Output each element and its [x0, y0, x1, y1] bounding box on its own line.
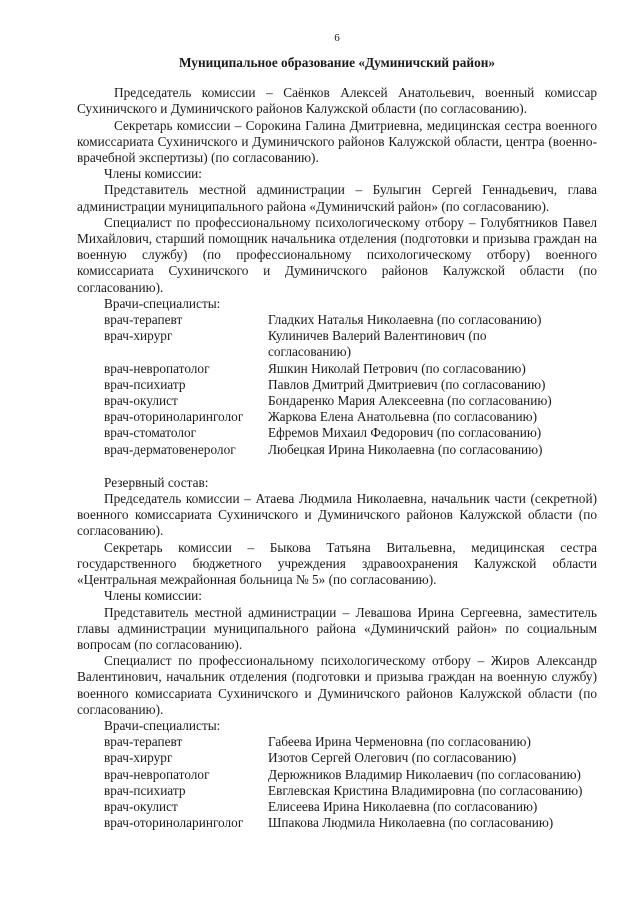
doctor-row [77, 767, 597, 783]
doctor-row [77, 734, 597, 750]
doctor-role: врач-невропатолог [104, 766, 210, 782]
doctor-name: Яшкин Николай Петрович (по согласованию) [268, 360, 526, 376]
doctor-name: Дерюжников Владимир Николаевич (по согласованию) [268, 766, 581, 782]
main-secretary: Секретарь комиссии – Сорокина Галина Дмитриевна, медицинская сестра военного комиссариата Сухиничского и Думиничского районов Калужской области, центра (военно-врачебной экспертизы) (по согласованию). [77, 117, 597, 166]
doctor-name: Павлов Дмитрий Дмитриевич (по согласованию) [268, 376, 546, 392]
doctor-row [77, 361, 597, 377]
section-gap [77, 458, 597, 475]
doctor-row [77, 442, 597, 458]
doctor-name: Жаркова Елена Анатольевна (по согласованию) [268, 409, 538, 425]
reserve-members-label: Члены комиссии: [104, 588, 202, 604]
doctor-role: врач-психиатр [104, 376, 186, 392]
reserve-label: Резервный состав: [104, 474, 209, 490]
doctor-role: врач-оториноларинголог [104, 409, 244, 425]
doctor-name: Шпакова Людмила Николаевна (по согласованию) [268, 815, 554, 831]
doctor-name: Елисеева Ирина Николаевна (по согласованию) [268, 798, 538, 814]
reserve-psych-specialist: Специалист по профессиональному психологическому отбору – Жиров Александр Валентинович, начальник отделения (подготовки и призыва граждан на военную службу) военного комиссариата Сухиничского и Думиничского районов Калужской области (по согласованию). [77, 653, 597, 717]
doctor-row [77, 750, 597, 766]
doctor-name: Гладких Наталья Николаевна (по согласованию) [268, 312, 542, 328]
doctor-name: Любецкая Ирина Николаевна (по согласованию) [268, 441, 543, 457]
main-psych-specialist: Специалист по профессиональному психологическому отбору – Голубятников Павел Михайлович, старший помощник начальника отделения (подготовки и призыва граждан на военную службу) (по профессиональному психологическому отбору) военного комиссариата Сухиничского и Думиничского районов Калужской области (по согласованию). [77, 214, 597, 295]
doctor-name: Изотов Сергей Олегович (по согласованию) [268, 750, 517, 766]
doctor-role: врач-хирург [104, 328, 173, 344]
doctor-role: врач-стоматолог [104, 425, 197, 441]
doctor-role: врач-окулист [104, 798, 178, 814]
reserve-admin-representative: Представитель местной администрации – Левашова Ирина Сергеевна, заместитель главы администрации муниципального района «Думиничский район» по социальным вопросам (по согласованию). [77, 604, 597, 652]
doctor-row [77, 312, 597, 328]
doctor-role: врач-терапевт [104, 312, 183, 328]
doctor-role: врач-дерматовенеролог [104, 441, 236, 457]
main-members-label: Члены комиссии: [104, 166, 202, 182]
main-chairman: Председатель комиссии – Саёнков Алексей Анатольевич, военный комиссар Сухиничского и Думиничского районов Калужской области (по согласованию). [77, 85, 597, 117]
main-doctors-label: Врачи-специалисты: [104, 295, 221, 311]
doctor-row [77, 815, 597, 831]
doctor-name: Ефремов Михаил Федорович (по согласованию) [268, 425, 542, 441]
reserve-doctors-label: Врачи-специалисты: [104, 717, 221, 733]
reserve-secretary: Секретарь комиссии – Быкова Татьяна Витальевна, медицинская сестра государственного бюджетного учреждения здравоохранения Калужской области «Центральная межрайонная больница № 5» (по согласованию). [77, 539, 597, 588]
doctor-name: Кулиничев Валерий Валентинович (по согласованию) [268, 328, 487, 360]
doctor-row [77, 328, 597, 360]
doctor-role: врач-оториноларинголог [104, 815, 244, 831]
main-doctors-list [77, 312, 597, 458]
doctor-role: врач-невропатолог [104, 360, 210, 376]
doctor-row [77, 799, 597, 815]
main-admin-representative: Представитель местной администрации – Булыгин Сергей Геннадьевич, глава администрации муниципального района «Думиничский район» (по согласованию). [77, 182, 597, 214]
doctor-role: врач-хирург [104, 750, 173, 766]
doctor-row [77, 409, 597, 425]
doctor-name: Евглевская Кристина Владимировна (по согласованию) [268, 782, 583, 798]
reserve-doctors-list [77, 734, 597, 831]
doctor-row [77, 425, 597, 441]
doctor-row [77, 783, 597, 799]
doctor-name: Бондаренко Мария Алексеевна (по согласованию) [268, 393, 552, 409]
page-title: Муниципальное образование «Думиничский район» [178, 55, 496, 70]
doctor-role: врач-терапевт [104, 734, 183, 750]
doctor-role: врач-окулист [104, 393, 178, 409]
doctor-name: Габеева Ирина Черменовна (по согласованию) [268, 734, 531, 750]
doctor-row [77, 393, 597, 409]
doctor-role: врач-психиатр [104, 782, 186, 798]
doctor-row [77, 377, 597, 393]
reserve-chairman: Председатель комиссии – Атаева Людмила Николаевна, начальник части (секретной) военного комиссариата Сухиничского и Думиничского районов Калужской области (по согласованию). [77, 491, 597, 539]
page-number: 6 [334, 32, 340, 44]
